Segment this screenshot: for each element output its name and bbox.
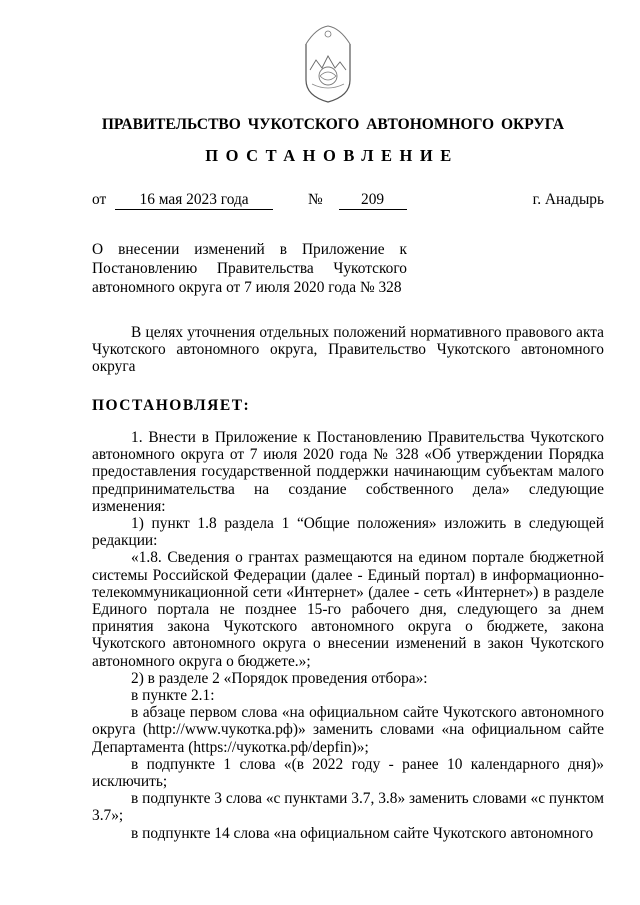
- date-row: [92, 191, 273, 210]
- coat-of-arms-emblem: [302, 24, 354, 104]
- document-subject: О внесении изменений в Приложение к Постановлению Правительства Чукотского автономного округа от 7 июля 2020 года № 328: [92, 241, 407, 296]
- item-paragraph: 2) в разделе 2 «Порядок проведения отбора»:: [131, 669, 428, 687]
- number-prefix: №: [308, 191, 323, 208]
- decree-word: ПОСТАНОВЛЯЕТ:: [92, 397, 251, 414]
- date-prefix: от: [92, 191, 107, 208]
- item-paragraph: 1. Внести в Приложение к Постановлению Правительства Чукотского автономного округа от 7 июля 2020 года № 328 «Об утверждении Порядка предоставления государственной поддержки начинающим субъектам малого предпринимательства на создание собственного дела» следующие изменения:: [92, 429, 604, 515]
- item-paragraph: в подпункте 1 слова «(в 2022 году - ранее 10 календарного дня)» исключить;: [92, 755, 604, 791]
- item-paragraph: «1.8. Сведения о грантах размещаются на едином портале бюджетной системы Российской Федерации (далее - Единый портал) в информационно-телекоммуникационной сети «Интернет» (далее - сеть «Интернет») в разделе Единого портала не позднее 15-го рабочего дня, следующего за днем принятия закона Чукотского автономного округа о бюджете, закона Чукотского автономного округа о внесении изменений в закон Чукотского автономного округа о бюджете.»;: [92, 549, 604, 670]
- document-type-title: ПОСТАНОВЛЕНИЕ: [205, 146, 459, 165]
- number-row: [308, 191, 407, 210]
- document-date: 16 мая 2023 года: [115, 191, 273, 210]
- government-title: ПРАВИТЕЛЬСТВО ЧУКОТСКОГО АВТОНОМНОГО ОКРУГА: [101, 116, 565, 133]
- document-number: 209: [339, 191, 407, 210]
- preamble: [92, 324, 604, 376]
- decree-items: [92, 429, 604, 842]
- item-paragraph: 1) пункт 1.8 раздела 1 “Общие положения» изложить в следующей редакции:: [92, 515, 604, 550]
- item-paragraph: в пункте 2.1:: [131, 687, 215, 705]
- item-paragraph: в абзаце первом слова «на официальном сайте Чукотского автономного округа (http://www.чукотка.рф)» заменить словами «на официальном сайте Департамента (https://чукотка.рф/depfin)»;: [92, 704, 604, 756]
- item-paragraph: в подпункте 3 слова «с пунктами 3.7, 3.8» заменить словами «с пунктом 3.7»;: [92, 790, 604, 825]
- preamble-text: В целях уточнения отдельных положений нормативного правового акта Чукотского автономного округа, Правительство Чукотского автономного округа: [92, 324, 604, 376]
- document-place: г. Анадырь: [532, 191, 604, 208]
- item-paragraph: в подпункте 14 слова «на официальном сайте Чукотского автономного: [131, 824, 594, 842]
